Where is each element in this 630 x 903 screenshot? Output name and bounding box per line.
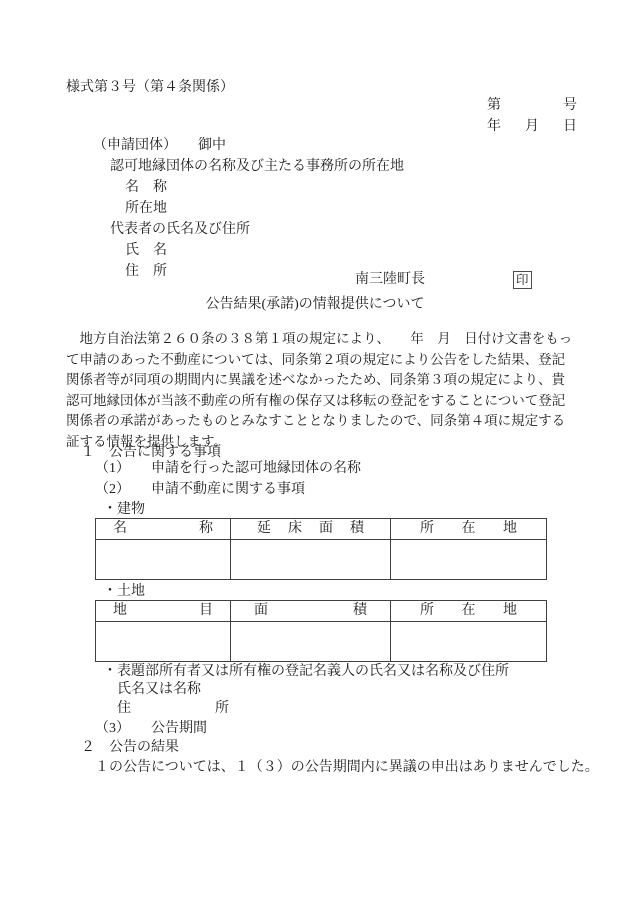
form-number-label: 様式第３号（第４条関係） — [66, 80, 234, 95]
paragraph-line: 関係者の承諾があったものとみなすこととなりましたので、同条第４項に規定する — [66, 413, 566, 429]
table-cell-empty — [391, 622, 546, 661]
building-caption: ・建物 — [103, 502, 145, 518]
doc-number-block — [487, 95, 577, 137]
org-address-label: 所在地 — [125, 201, 167, 216]
section-2-heading: ２ 公告の結果 — [81, 740, 179, 756]
building-table — [95, 518, 547, 580]
seal-mark: 印 — [513, 271, 532, 289]
table-cell-empty — [391, 540, 546, 579]
date-day-label: 日 — [563, 119, 577, 134]
mayor-title: 南三陸町長 — [355, 272, 425, 287]
building-empty-row — [96, 540, 546, 579]
org-name-label: 名 称 — [125, 180, 167, 195]
land-header-category: 地 目 — [96, 601, 231, 621]
item-1-2: （2） 申請不動産に関する事項 — [95, 481, 305, 497]
doc-date-line — [487, 116, 577, 137]
addressee-block — [93, 135, 630, 282]
doc-number-line — [487, 95, 577, 116]
issuer-line — [355, 269, 630, 290]
land-header-area: 面 積 — [231, 601, 391, 621]
table-cell-empty — [96, 622, 231, 661]
addressee-to-line: （申請団体） 御中 — [93, 138, 226, 153]
land-table — [95, 600, 547, 662]
owner-bullet: ・表題部所有者又は所有権の登記名義人の氏名又は名称及び住所 — [103, 664, 509, 680]
paragraph-line: 認可地縁団体が当該不動産の所有権の保存又は移転の登記をすることについて登記 — [66, 392, 566, 408]
paragraph-line: 関係者等が同項の期間内に異議を述べなかったため、同条第３項の規定により、貴 — [66, 372, 565, 388]
building-header-row — [96, 519, 546, 540]
body-paragraph — [66, 329, 630, 453]
item-1-1: （1） 申請を行った認可地縁団体の名称 — [95, 461, 361, 477]
table-cell-empty — [96, 540, 231, 579]
item-1-3: （3） 公告期間 — [95, 720, 207, 736]
section-2-body: １の公告については、１（３）の公告期間内に異議の申出はありませんでした。 — [95, 759, 599, 775]
date-month-label: 月 — [525, 119, 539, 134]
date-year-label: 年 — [487, 119, 501, 134]
owner-name-label: 氏名又は名称 — [117, 681, 201, 697]
rep-address-label: 住 所 — [125, 264, 167, 279]
land-header-row — [96, 601, 546, 622]
building-header-name: 名 称 — [96, 519, 231, 539]
paragraph-line: 証する情報を提供します。 — [66, 433, 227, 449]
paragraph-line: 地方自治法第２６０条の３８第１項の規定により、 年 月 日付け文書をもっ — [66, 331, 573, 346]
doc-number-prefix: 第 — [487, 98, 501, 113]
doc-number-suffix: 号 — [563, 98, 577, 113]
document-title: 公告結果(承諾)の情報提供について — [205, 297, 425, 312]
org-address-heading: 認可地縁団体の名称及び主たる事務所の所在地 — [110, 159, 404, 174]
section-1-heading: １ 公告に関する事項 — [81, 444, 221, 460]
land-caption: ・土地 — [103, 583, 145, 599]
bottom-block — [0, 662, 630, 777]
table-cell-empty — [231, 540, 391, 579]
table-cell-empty — [231, 622, 391, 661]
land-header-location: 所 在 地 — [420, 603, 517, 619]
owner-address-label: 住 所 — [117, 701, 229, 717]
representative-heading: 代表者の氏名及び住所 — [110, 222, 250, 237]
rep-name-label: 氏 名 — [125, 243, 167, 258]
building-header-floor-area: 延 床 面 積 — [231, 519, 391, 539]
paragraph-line: て申請のあった不動産については、同条第２項の規定により公告をした結果、登記 — [66, 351, 566, 367]
building-header-location: 所 在 地 — [420, 520, 517, 536]
land-empty-row — [96, 622, 546, 661]
